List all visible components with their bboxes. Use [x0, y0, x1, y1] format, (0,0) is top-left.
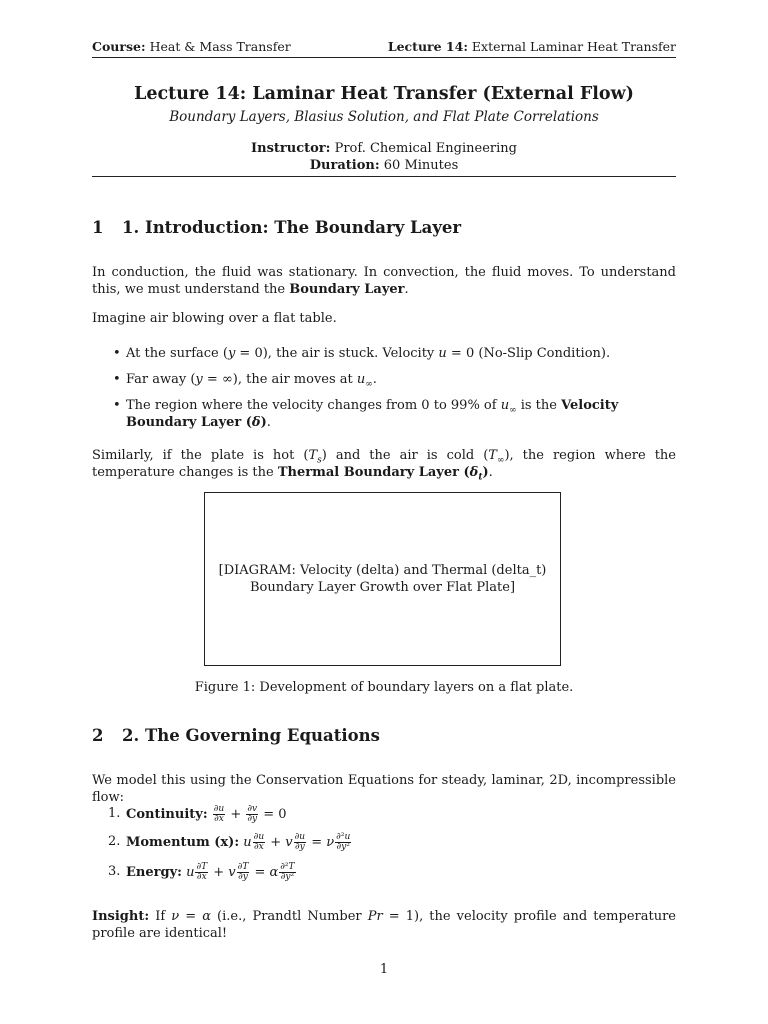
section-2-heading: 2 2. The Governing Equations	[92, 726, 380, 745]
equation-energy: 3. Energy: u $\frac{\partial T}{\partial x}$ + v $\frac{\partial T}{\partial y}$ = α $\frac{\text{∂²T}}{\text{∂y²}}$	[108, 862, 295, 882]
document-meta	[92, 140, 676, 174]
document-title: Lecture 14: Laminar Heat Transfer (External Flow)	[134, 84, 634, 104]
title-block	[92, 82, 676, 174]
page-number: 1	[379, 962, 389, 977]
title-rule	[92, 176, 676, 177]
header-rule	[92, 57, 676, 58]
section-1-paragraph-1: In conduction, the fluid was stationary. In convection, the fluid moves. To understand this, we must understand the Boundary Layer.	[92, 265, 676, 297]
section-2-intro: We model this using the Conservation Equations for steady, laminar, 2D, incompressible flow:	[92, 773, 676, 805]
header-lecture: Lecture 14: External Laminar Heat Transfer	[387, 39, 676, 54]
running-header	[92, 39, 676, 55]
insight-paragraph: Insight: If ν = α (i.e., Prandtl Number Pr = 1), the velocity profile and temperature profile are identical!	[92, 909, 676, 941]
bullet-item-free-stream: • Far away (y = ∞), the air moves at $u_\infty$.	[113, 372, 377, 390]
equation-continuity: 1. Continuity: $\frac{\partial u}{\partial x}$ + $\frac{\partial v}{\partial y}$ = 0	[108, 804, 287, 824]
figure-caption: Figure 1: Development of boundary layers on a flat plate.	[194, 680, 574, 695]
section-1-paragraph-2: Imagine air blowing over a flat table.	[92, 311, 337, 326]
instructor-line: Instructor: Prof. Chemical Engineering	[251, 141, 517, 156]
boundary-layer-bullet-list	[92, 345, 676, 440]
equation-momentum: 2. Momentum (x): u $\frac{\partial u}{\partial x}$ + v $\frac{\partial u}{\partial y}$ = ν $\frac{\text{∂²u}}{\text{∂y²}}$	[108, 832, 351, 852]
bullet-item-velocity-layer: • The region where the velocity changes from 0 to 99% of $u_\infty$ is the Velocity Boundary Layer (δ).	[113, 398, 619, 430]
duration-line: Duration: 60 Minutes	[309, 158, 459, 173]
section-1-paragraph-3: Similarly, if the plate is hot $(T_s)$ and the air is cold $(T_\infty)$, the region where the temperature changes is the Thermal Boundary Layer $(\delta_t)$.	[92, 448, 676, 483]
document-page	[92, 0, 676, 1024]
bullet-item-no-slip: • At the surface (y = 0), the air is stuck. Velocity u = 0 (No-Slip Condition).	[113, 346, 611, 361]
diagram-placeholder: [DIAGRAM: Velocity (delta) and Thermal (delta_t) Boundary Layer Growth over Flat Plate]	[204, 492, 561, 666]
section-1-heading: 1 1. Introduction: The Boundary Layer	[92, 218, 462, 237]
header-course: Course: Heat & Mass Transfer	[92, 39, 291, 54]
governing-equations-list	[92, 805, 676, 891]
document-subtitle: Boundary Layers, Blasius Solution, and Flat Plate Correlations	[169, 109, 599, 125]
